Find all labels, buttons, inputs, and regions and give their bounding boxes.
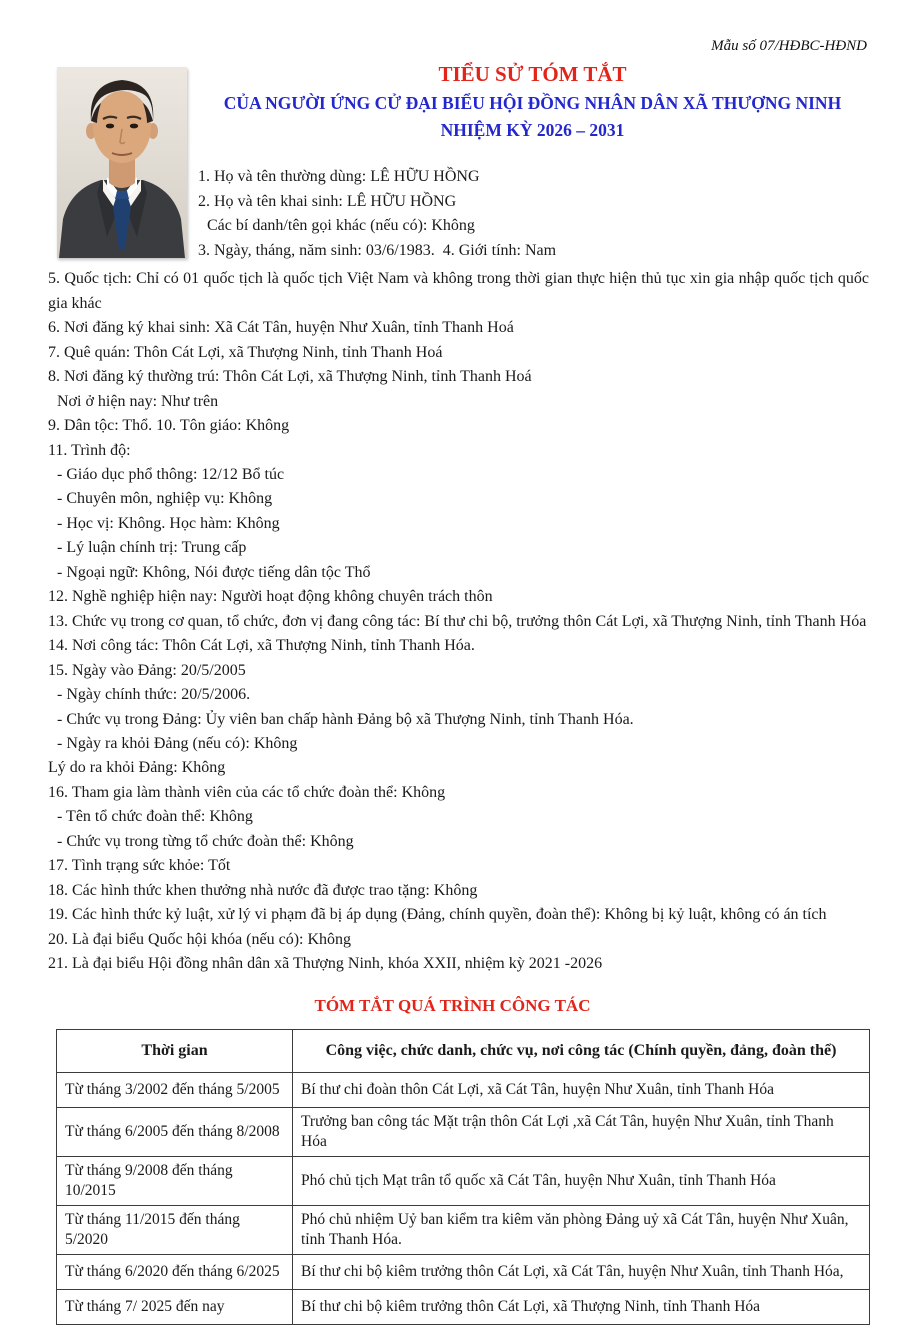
profile-line: - Giáo dục phổ thông: 12/12 Bổ túc	[57, 466, 285, 483]
profile-line: Nơi ở hiện nay: Như trên	[57, 392, 219, 410]
profile-line: 18. Các hình thức khen thưởng nhà nước đã được trao tặng: Không	[48, 881, 478, 899]
period-cell: Từ tháng 6/2005 đến tháng 8/2008	[57, 1107, 293, 1156]
profile-line: 15. Ngày vào Đảng: 20/5/2005	[48, 661, 246, 679]
profile-line: 6. Nơi đăng ký khai sinh: Xã Cát Tân, huyện Như Xuân, tỉnh Thanh Hoá	[48, 319, 514, 337]
profile-line: - Ngày chính thức: 20/5/2006.	[57, 686, 251, 704]
work-history-row	[57, 1156, 870, 1205]
position-cell: Bí thư chi bộ kiêm trưởng thôn Cát Lợi, xã Cát Tân, huyện Như Xuân, tỉnh Thanh Hóa,	[293, 1254, 870, 1289]
profile-line: 1. Họ và tên thường dùng: LÊ HỮU HỒNG	[198, 168, 480, 185]
position-cell: Bí thư chi đoàn thôn Cát Lợi, xã Cát Tân, huyện Như Xuân, tỉnh Thanh Hóa	[293, 1072, 870, 1107]
document-subtitle: CỦA NGƯỜI ỨNG CỬ ĐẠI BIỂU HỘI ĐỒNG NHÂN DÂN XÃ THƯỢNG NINH	[223, 93, 842, 113]
position-cell: Phó chủ tịch Mạt trân tổ quốc xã Cát Tân, huyện Như Xuân, tỉnh Thanh Hóa	[293, 1156, 870, 1205]
position-cell: Bí thư chi bộ kiêm trưởng thôn Cát Lợi, xã Thượng Ninh, tỉnh Thanh Hóa	[293, 1289, 870, 1324]
profile-line: 21. Là đại biểu Hội đồng nhân dân xã Thượng Ninh, khóa XXII, nhiệm kỳ 2021 -2026	[48, 955, 603, 973]
period-cell: Từ tháng 3/2002 đến tháng 5/2005	[57, 1072, 293, 1107]
profile-line: 13. Chức vụ trong cơ quan, tổ chức, đơn vị đang công tác: Bí thư chi bộ, trưởng thôn Cát Lợi, xã Thượng Ninh, tỉnh Thanh Hóa	[48, 612, 867, 630]
work-history-row	[57, 1107, 870, 1156]
profile-line: - Chuyên môn, nghiệp vụ: Không	[57, 490, 273, 508]
position-cell: Trưởng ban công tác Mặt trận thôn Cát Lợi ,xã Cát Tân, huyện Như Xuân, tỉnh Thanh Hóa	[293, 1107, 870, 1156]
period-cell: Từ tháng 6/2020 đến tháng 6/2025	[57, 1254, 293, 1289]
period-cell: Từ tháng 7/ 2025 đến nay	[57, 1289, 293, 1324]
profile-line: 14. Nơi công tác: Thôn Cát Lợi, xã Thượng Ninh, tỉnh Thanh Hóa.	[48, 637, 475, 655]
profile-line: 11. Trình độ:	[48, 441, 131, 459]
work-history-title: TÓM TẮT QUÁ TRÌNH CÔNG TÁC	[314, 995, 591, 1015]
profile-line: - Lý luận chính trị: Trung cấp	[57, 539, 247, 557]
profile-line: 8. Nơi đăng ký thường trú: Thôn Cát Lợi, xã Thượng Ninh, tỉnh Thanh Hoá	[48, 368, 532, 386]
profile-line: 2. Họ và tên khai sinh: LÊ HỮU HỒNG	[198, 192, 457, 210]
profile-line: - Chức vụ trong từng tổ chức đoàn thể: Không	[57, 832, 354, 850]
profile-line: - Tên tổ chức đoàn thể: Không	[57, 808, 253, 826]
position-column-header: Công việc, chức danh, chức vụ, nơi công tác (Chính quyền, đảng, đoàn thể)	[293, 1029, 870, 1072]
profile-line: 20. Là đại biểu Quốc hội khóa (nếu có): Không	[48, 930, 352, 948]
profile-line: 17. Tình trạng sức khỏe: Tốt	[48, 857, 231, 875]
profile-line: 7. Quê quán: Thôn Cát Lợi, xã Thượng Ninh, tỉnh Thanh Hoá	[48, 343, 443, 361]
document-title: TIỂU SỬ TÓM TẮT	[438, 62, 627, 86]
position-cell: Phó chủ nhiệm Uỷ ban kiểm tra kiêm văn phòng Đảng uỷ xã Cát Tân, huyện Như Xuân, tỉnh Thanh Hóa.	[293, 1205, 870, 1254]
form-number-label: Mẫu số 07/HĐBC-HĐND	[711, 38, 867, 54]
period-cell: Từ tháng 11/2015 đến tháng 5/2020	[57, 1205, 293, 1254]
profile-detail-lines	[48, 267, 873, 976]
candidate-portrait-photo	[57, 67, 187, 258]
work-history-row	[57, 1205, 870, 1254]
period-cell: Từ tháng 9/2008 đến tháng 10/2015	[57, 1156, 293, 1205]
profile-line: - Ngoại ngữ: Không, Nói được tiếng dân tộc Thổ	[57, 563, 371, 581]
document-header	[190, 60, 875, 263]
work-history-row	[57, 1072, 870, 1107]
profile-line: 16. Tham gia làm thành viên của các tổ chức đoàn thể: Không	[48, 783, 446, 801]
profile-line: 9. Dân tộc: Thổ. 10. Tôn giáo: Không	[48, 417, 290, 435]
period-column-header: Thời gian	[57, 1029, 293, 1072]
work-history-row	[57, 1289, 870, 1324]
profile-line: 5. Quốc tịch: Chỉ có 01 quốc tịch là quốc tịch Việt Nam và không trong thời gian thực hiện thủ tục xin gia nhập quốc tịch quốc gia khác	[48, 270, 873, 312]
profile-line: 12. Nghề nghiệp hiện nay: Người hoạt động không chuyên trách thôn	[48, 588, 493, 606]
profile-line: - Học vị: Không. Học hàm: Không	[57, 514, 280, 532]
document-term-line: NHIỆM KỲ 2026 – 2031	[440, 120, 625, 140]
profile-line: - Ngày ra khỏi Đảng (nếu có): Không	[57, 734, 298, 752]
profile-line: 19. Các hình thức kỷ luật, xử lý vi phạm đã bị áp dụng (Đảng, chính quyền, đoàn thể): Không bị kỷ luật, không có án tích	[48, 906, 827, 924]
work-history-row	[57, 1254, 870, 1289]
work-history-header-row	[57, 1029, 870, 1072]
work-history-table	[56, 1029, 870, 1325]
profile-line: Các bí danh/tên gọi khác (nếu có): Không	[207, 217, 475, 235]
profile-line: Lý do ra khỏi Đảng: Không	[48, 759, 226, 777]
profile-line: - Chức vụ trong Đảng: Ủy viên ban chấp hành Đảng bộ xã Thượng Ninh, tỉnh Thanh Hóa.	[57, 710, 634, 728]
profile-line: 3. Ngày, tháng, năm sinh: 03/6/1983. 4. Giới tính: Nam	[198, 241, 557, 259]
intro-profile-lines	[190, 165, 875, 263]
portrait-illustration	[57, 67, 187, 258]
